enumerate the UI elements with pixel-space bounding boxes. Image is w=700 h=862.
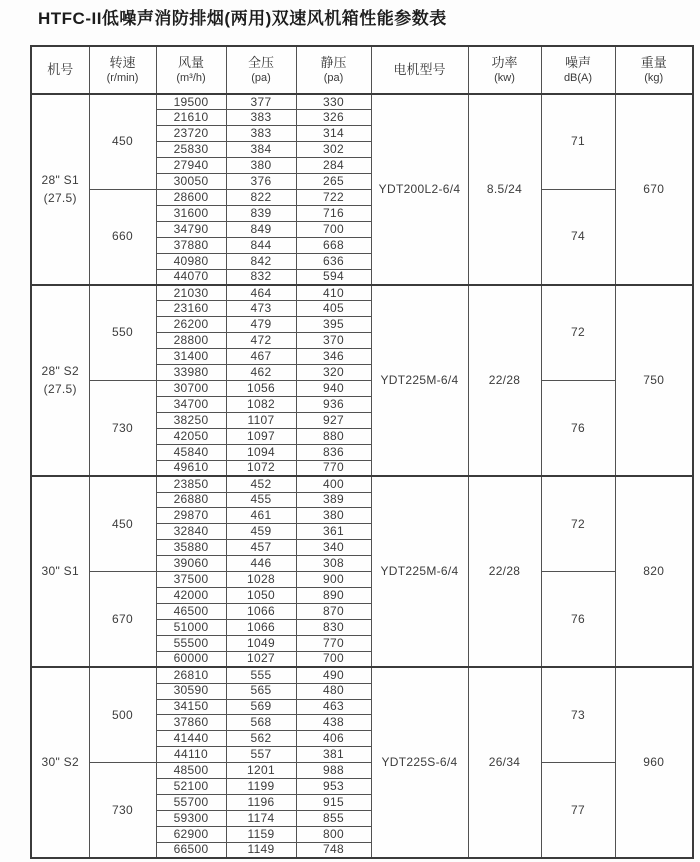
static-pressure-cell: 463 <box>296 699 371 715</box>
col-header-label: 全压 <box>247 54 274 70</box>
airflow-cell: 44110 <box>156 747 226 763</box>
static-pressure-cell: 320 <box>296 365 371 381</box>
airflow-cell: 38250 <box>156 412 226 428</box>
static-pressure-cell: 395 <box>296 317 371 333</box>
airflow-cell: 66500 <box>156 842 226 858</box>
static-pressure-cell: 800 <box>296 826 371 842</box>
motor-cell: YDT200L2-6/4 <box>371 94 468 285</box>
total-pressure-cell: 467 <box>226 349 296 365</box>
total-pressure-cell: 472 <box>226 333 296 349</box>
static-pressure-cell: 490 <box>296 667 371 683</box>
total-pressure-cell: 1049 <box>226 635 296 651</box>
static-pressure-cell: 326 <box>296 110 371 126</box>
power-cell: 8.5/24 <box>468 94 541 285</box>
performance-table <box>30 45 694 859</box>
airflow-cell: 27940 <box>156 158 226 174</box>
power-cell: 26/34 <box>468 667 541 858</box>
col-header-unit: (m³/h) <box>176 72 206 85</box>
static-pressure-cell: 988 <box>296 763 371 779</box>
total-pressure-cell: 1027 <box>226 651 296 667</box>
machine-cell <box>31 285 89 476</box>
static-pressure-cell: 953 <box>296 779 371 795</box>
motor-cell: YDT225S-6/4 <box>371 667 468 858</box>
total-pressure-cell: 455 <box>226 492 296 508</box>
total-pressure-cell: 1056 <box>226 381 296 397</box>
airflow-cell: 52100 <box>156 779 226 795</box>
static-pressure-cell: 880 <box>296 428 371 444</box>
weight-cell: 750 <box>615 285 693 476</box>
motor-cell: YDT225M-6/4 <box>371 476 468 667</box>
airflow-cell: 34150 <box>156 699 226 715</box>
col-header-unit: (kg) <box>644 72 664 85</box>
airflow-cell: 46500 <box>156 604 226 620</box>
motor-cell: YDT225M-6/4 <box>371 285 468 476</box>
static-pressure-cell: 400 <box>296 476 371 492</box>
total-pressure-cell: 457 <box>226 540 296 556</box>
static-pressure-cell: 302 <box>296 142 371 158</box>
total-pressure-cell: 842 <box>226 253 296 269</box>
col-header-unit: (pa) <box>323 72 344 85</box>
airflow-cell: 19500 <box>156 94 226 110</box>
col-header-noise <box>541 46 615 94</box>
total-pressure-cell: 1174 <box>226 810 296 826</box>
total-pressure-cell: 568 <box>226 715 296 731</box>
static-pressure-cell: 330 <box>296 94 371 110</box>
total-pressure-cell: 1094 <box>226 444 296 460</box>
airflow-cell: 55700 <box>156 795 226 811</box>
weight-cell: 960 <box>615 667 693 858</box>
airflow-cell: 31400 <box>156 349 226 365</box>
speed-cell: 550 <box>89 285 156 381</box>
static-pressure-cell: 594 <box>296 269 371 285</box>
speed-cell: 450 <box>89 476 156 572</box>
total-pressure-cell: 1149 <box>226 842 296 858</box>
total-pressure-cell: 383 <box>226 110 296 126</box>
col-header-label: 重量 <box>640 54 667 70</box>
static-pressure-cell: 389 <box>296 492 371 508</box>
power-cell: 22/28 <box>468 285 541 476</box>
static-pressure-cell: 855 <box>296 810 371 826</box>
noise-cell: 71 <box>541 94 615 190</box>
machine-cell <box>31 94 89 285</box>
noise-cell: 72 <box>541 476 615 572</box>
static-pressure-cell: 340 <box>296 540 371 556</box>
airflow-cell: 29870 <box>156 508 226 524</box>
machine-label: 28" S2 <box>41 364 79 379</box>
speed-cell: 450 <box>89 94 156 190</box>
airflow-cell: 34700 <box>156 397 226 413</box>
airflow-cell: 62900 <box>156 826 226 842</box>
machine-size-label: (27.5) <box>43 381 77 396</box>
total-pressure-cell: 1028 <box>226 572 296 588</box>
col-header-unit: (kw) <box>494 72 515 85</box>
speed-cell: 730 <box>89 763 156 859</box>
static-pressure-cell: 346 <box>296 349 371 365</box>
machine-label: 30" S2 <box>41 755 79 770</box>
col-header-label: 静压 <box>320 54 347 70</box>
static-pressure-cell: 668 <box>296 237 371 253</box>
col-header-total-pressure <box>226 46 296 94</box>
noise-cell: 77 <box>541 763 615 859</box>
total-pressure-cell: 1107 <box>226 412 296 428</box>
airflow-cell: 30050 <box>156 174 226 190</box>
total-pressure-cell: 562 <box>226 731 296 747</box>
machine-size-label: (27.5) <box>43 190 77 205</box>
total-pressure-cell: 461 <box>226 508 296 524</box>
static-pressure-cell: 405 <box>296 301 371 317</box>
total-pressure-cell: 383 <box>226 126 296 142</box>
airflow-cell: 39060 <box>156 556 226 572</box>
total-pressure-cell: 446 <box>226 556 296 572</box>
static-pressure-cell: 410 <box>296 285 371 301</box>
airflow-cell: 42050 <box>156 428 226 444</box>
static-pressure-cell: 770 <box>296 635 371 651</box>
table-row <box>31 572 693 588</box>
airflow-cell: 31600 <box>156 205 226 221</box>
static-pressure-cell: 748 <box>296 842 371 858</box>
airflow-cell: 35880 <box>156 540 226 556</box>
total-pressure-cell: 1201 <box>226 763 296 779</box>
weight-cell: 670 <box>615 94 693 285</box>
table-row <box>31 476 693 492</box>
col-header-label: 转速 <box>109 54 136 70</box>
static-pressure-cell: 380 <box>296 508 371 524</box>
static-pressure-cell: 927 <box>296 412 371 428</box>
static-pressure-cell: 370 <box>296 333 371 349</box>
table-row <box>31 381 693 397</box>
airflow-cell: 23850 <box>156 476 226 492</box>
static-pressure-cell: 636 <box>296 253 371 269</box>
col-header-unit: (pa) <box>251 72 271 85</box>
speed-cell: 500 <box>89 667 156 763</box>
airflow-cell: 33980 <box>156 365 226 381</box>
airflow-cell: 55500 <box>156 635 226 651</box>
airflow-cell: 34790 <box>156 221 226 237</box>
table-row <box>31 190 693 206</box>
total-pressure-cell: 1196 <box>226 795 296 811</box>
airflow-cell: 45840 <box>156 444 226 460</box>
machine-cell <box>31 476 89 667</box>
col-header-machine <box>31 46 89 94</box>
total-pressure-cell: 459 <box>226 524 296 540</box>
airflow-cell: 21610 <box>156 110 226 126</box>
total-pressure-cell: 1082 <box>226 397 296 413</box>
total-pressure-cell: 839 <box>226 205 296 221</box>
col-header-unit: dB(A) <box>563 72 593 85</box>
total-pressure-cell: 1050 <box>226 588 296 604</box>
airflow-cell: 44070 <box>156 269 226 285</box>
airflow-cell: 25830 <box>156 142 226 158</box>
static-pressure-cell: 890 <box>296 588 371 604</box>
static-pressure-cell: 314 <box>296 126 371 142</box>
airflow-cell: 32840 <box>156 524 226 540</box>
static-pressure-cell: 265 <box>296 174 371 190</box>
total-pressure-cell: 844 <box>226 237 296 253</box>
static-pressure-cell: 438 <box>296 715 371 731</box>
col-header-power <box>468 46 541 94</box>
total-pressure-cell: 1097 <box>226 428 296 444</box>
machine-label: 30" S1 <box>41 563 79 578</box>
total-pressure-cell: 376 <box>226 174 296 190</box>
static-pressure-cell: 700 <box>296 221 371 237</box>
total-pressure-cell: 1199 <box>226 779 296 795</box>
power-cell: 22/28 <box>468 476 541 667</box>
table-row <box>31 285 693 301</box>
col-header-speed <box>89 46 156 94</box>
total-pressure-cell: 473 <box>226 301 296 317</box>
airflow-cell: 40980 <box>156 253 226 269</box>
airflow-cell: 23720 <box>156 126 226 142</box>
total-pressure-cell: 452 <box>226 476 296 492</box>
airflow-cell: 28600 <box>156 190 226 206</box>
speed-cell: 730 <box>89 381 156 477</box>
static-pressure-cell: 830 <box>296 619 371 635</box>
col-header-label: 机号 <box>47 61 74 77</box>
table-row <box>31 94 693 110</box>
airflow-cell: 26200 <box>156 317 226 333</box>
static-pressure-cell: 836 <box>296 444 371 460</box>
airflow-cell: 37500 <box>156 572 226 588</box>
col-header-weight <box>615 46 693 94</box>
noise-cell: 76 <box>541 572 615 668</box>
total-pressure-cell: 462 <box>226 365 296 381</box>
airflow-cell: 51000 <box>156 619 226 635</box>
machine-label: 28" S1 <box>41 173 79 188</box>
total-pressure-cell: 380 <box>226 158 296 174</box>
airflow-cell: 42000 <box>156 588 226 604</box>
static-pressure-cell: 936 <box>296 397 371 413</box>
airflow-cell: 60000 <box>156 651 226 667</box>
col-header-airflow <box>156 46 226 94</box>
table-row <box>31 667 693 683</box>
col-header-label: 功率 <box>491 54 518 70</box>
total-pressure-cell: 822 <box>226 190 296 206</box>
static-pressure-cell: 700 <box>296 651 371 667</box>
airflow-cell: 37860 <box>156 715 226 731</box>
total-pressure-cell: 377 <box>226 94 296 110</box>
static-pressure-cell: 940 <box>296 381 371 397</box>
col-header-motor <box>371 46 468 94</box>
static-pressure-cell: 870 <box>296 604 371 620</box>
noise-cell: 73 <box>541 667 615 763</box>
airflow-cell: 49610 <box>156 460 226 476</box>
noise-cell: 74 <box>541 190 615 286</box>
airflow-cell: 28800 <box>156 333 226 349</box>
table-row <box>31 763 693 779</box>
static-pressure-cell: 770 <box>296 460 371 476</box>
airflow-cell: 48500 <box>156 763 226 779</box>
static-pressure-cell: 915 <box>296 795 371 811</box>
airflow-cell: 26880 <box>156 492 226 508</box>
col-header-label: 风量 <box>177 54 204 70</box>
static-pressure-cell: 900 <box>296 572 371 588</box>
airflow-cell: 41440 <box>156 731 226 747</box>
total-pressure-cell: 849 <box>226 221 296 237</box>
noise-cell: 76 <box>541 381 615 477</box>
total-pressure-cell: 479 <box>226 317 296 333</box>
page-title: HTFC-II低噪声消防排烟(两用)双速风机箱性能参数表 <box>38 9 447 28</box>
static-pressure-cell: 381 <box>296 747 371 763</box>
airflow-cell: 21030 <box>156 285 226 301</box>
airflow-cell: 37880 <box>156 237 226 253</box>
total-pressure-cell: 569 <box>226 699 296 715</box>
speed-cell: 660 <box>89 190 156 286</box>
machine-cell <box>31 667 89 858</box>
static-pressure-cell: 722 <box>296 190 371 206</box>
col-header-label: 电机型号 <box>393 61 446 77</box>
static-pressure-cell: 480 <box>296 683 371 699</box>
total-pressure-cell: 384 <box>226 142 296 158</box>
total-pressure-cell: 1159 <box>226 826 296 842</box>
airflow-cell: 23160 <box>156 301 226 317</box>
header-row <box>31 46 693 94</box>
airflow-cell: 26810 <box>156 667 226 683</box>
col-header-label: 噪声 <box>564 54 591 70</box>
col-header-static-pressure <box>296 46 371 94</box>
total-pressure-cell: 1066 <box>226 604 296 620</box>
total-pressure-cell: 464 <box>226 285 296 301</box>
static-pressure-cell: 308 <box>296 556 371 572</box>
noise-cell: 72 <box>541 285 615 381</box>
total-pressure-cell: 1066 <box>226 619 296 635</box>
col-header-unit: (r/min) <box>106 72 139 85</box>
total-pressure-cell: 832 <box>226 269 296 285</box>
total-pressure-cell: 557 <box>226 747 296 763</box>
static-pressure-cell: 716 <box>296 205 371 221</box>
static-pressure-cell: 284 <box>296 158 371 174</box>
speed-cell: 670 <box>89 572 156 668</box>
static-pressure-cell: 406 <box>296 731 371 747</box>
total-pressure-cell: 555 <box>226 667 296 683</box>
airflow-cell: 30700 <box>156 381 226 397</box>
airflow-cell: 30590 <box>156 683 226 699</box>
airflow-cell: 59300 <box>156 810 226 826</box>
weight-cell: 820 <box>615 476 693 667</box>
static-pressure-cell: 361 <box>296 524 371 540</box>
total-pressure-cell: 565 <box>226 683 296 699</box>
total-pressure-cell: 1072 <box>226 460 296 476</box>
